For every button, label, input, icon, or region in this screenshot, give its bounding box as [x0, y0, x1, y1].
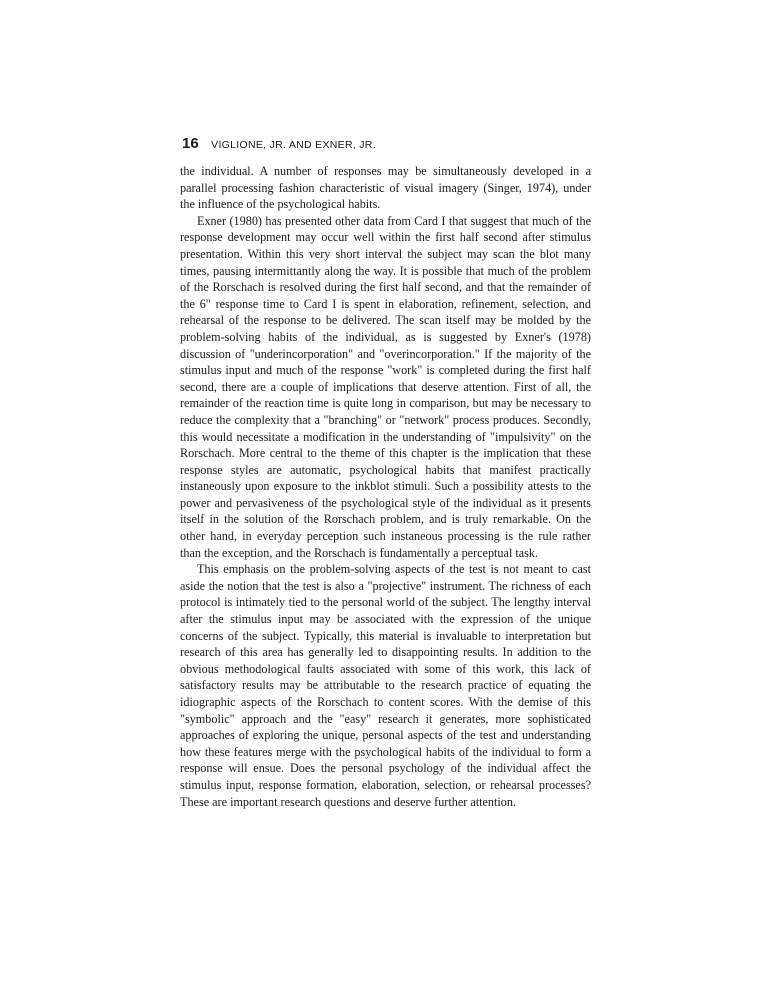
paragraph-continued: the individual. A number of responses may be simultaneously developed in a parallel processing fashion characteristic of visual imagery (Singer, 1974), under the influence of the psychological habits.: [180, 164, 591, 212]
running-title: VIGLIONE, JR. AND EXNER, JR.: [211, 139, 376, 151]
running-head: [182, 135, 602, 153]
paragraph-exner-card-one: Exner (1980) has presented other data from Card I that suggest that much of the response development may occur well within the first half second after stimulus presentation. Within this very short interval the subject may scan the blot many times, pausing intermittantly along the way. It is possible that much of the problem of the Rorschach is resolved during the first half second, and that the remainder of the 6" response time to Card I is spent in elaboration, refinement, selection, and rehearsal of the response to be delivered. The scan itself may be molded by the problem-solving habits of the individual, as is suggested by Exner's (1978) discussion of "underincorporation" and "overincorporation." If the majority of the stimulus input and much of the response "work" is completed during the first half second, there are a couple of implications that deserve attention. First of all, the remainder of the reaction time is quite long in comparison, but may be necessary to reduce the complexity that a "branching" or "network" process produces. Secondly, this would necessitate a modification in the understanding of "impulsivity" on the Rorschach. More central to the theme of this chapter is the implication that these response styles are automatic, psychological habits that manifest practically instaneously upon exposure to the inkblot stimuli. Such a possibility attests to the power and pervasiveness of the psychological style of the individual as it presents itself in the solution of the Rorschach problem, and is truly remarkable. On the other hand, in everyday perception such instaneous processing is the rule rather than the exception, and the Rorschach is fundamentally a perceptual task.: [180, 213, 591, 560]
paragraph-projective-instrument: This emphasis on the problem-solving aspects of the test is not meant to cast aside the notion that the test is also a "projective" instrument. The richness of each protocol is intimately tied to the personal world of the subject. The lengthy interval after the stimulus input may be associated with the expression of the unique concerns of the subject. Typically, this material is invaluable to interpretation but research of this area has generally led to disappointing results. In addition to the obvious methodological faults associated with some of this work, this lack of satisfactory results may be attributable to the research practice of equating the idiographic aspects of the Rorschach to content scores. With the demise of this "symbolic" approach and the "easy" research it generates, more sophisticated approaches of exploring the unique, personal aspects of the test and understanding how these features merge with the psychological habits of the individual to form a response will ensue. Does the personal psychology of the individual affect the stimulus input, response formation, elaboration, selection, or rehearsal processes? These are important research questions and deserve further attention.: [180, 562, 591, 809]
body-text: [180, 163, 591, 810]
page-number: 16: [182, 135, 199, 152]
